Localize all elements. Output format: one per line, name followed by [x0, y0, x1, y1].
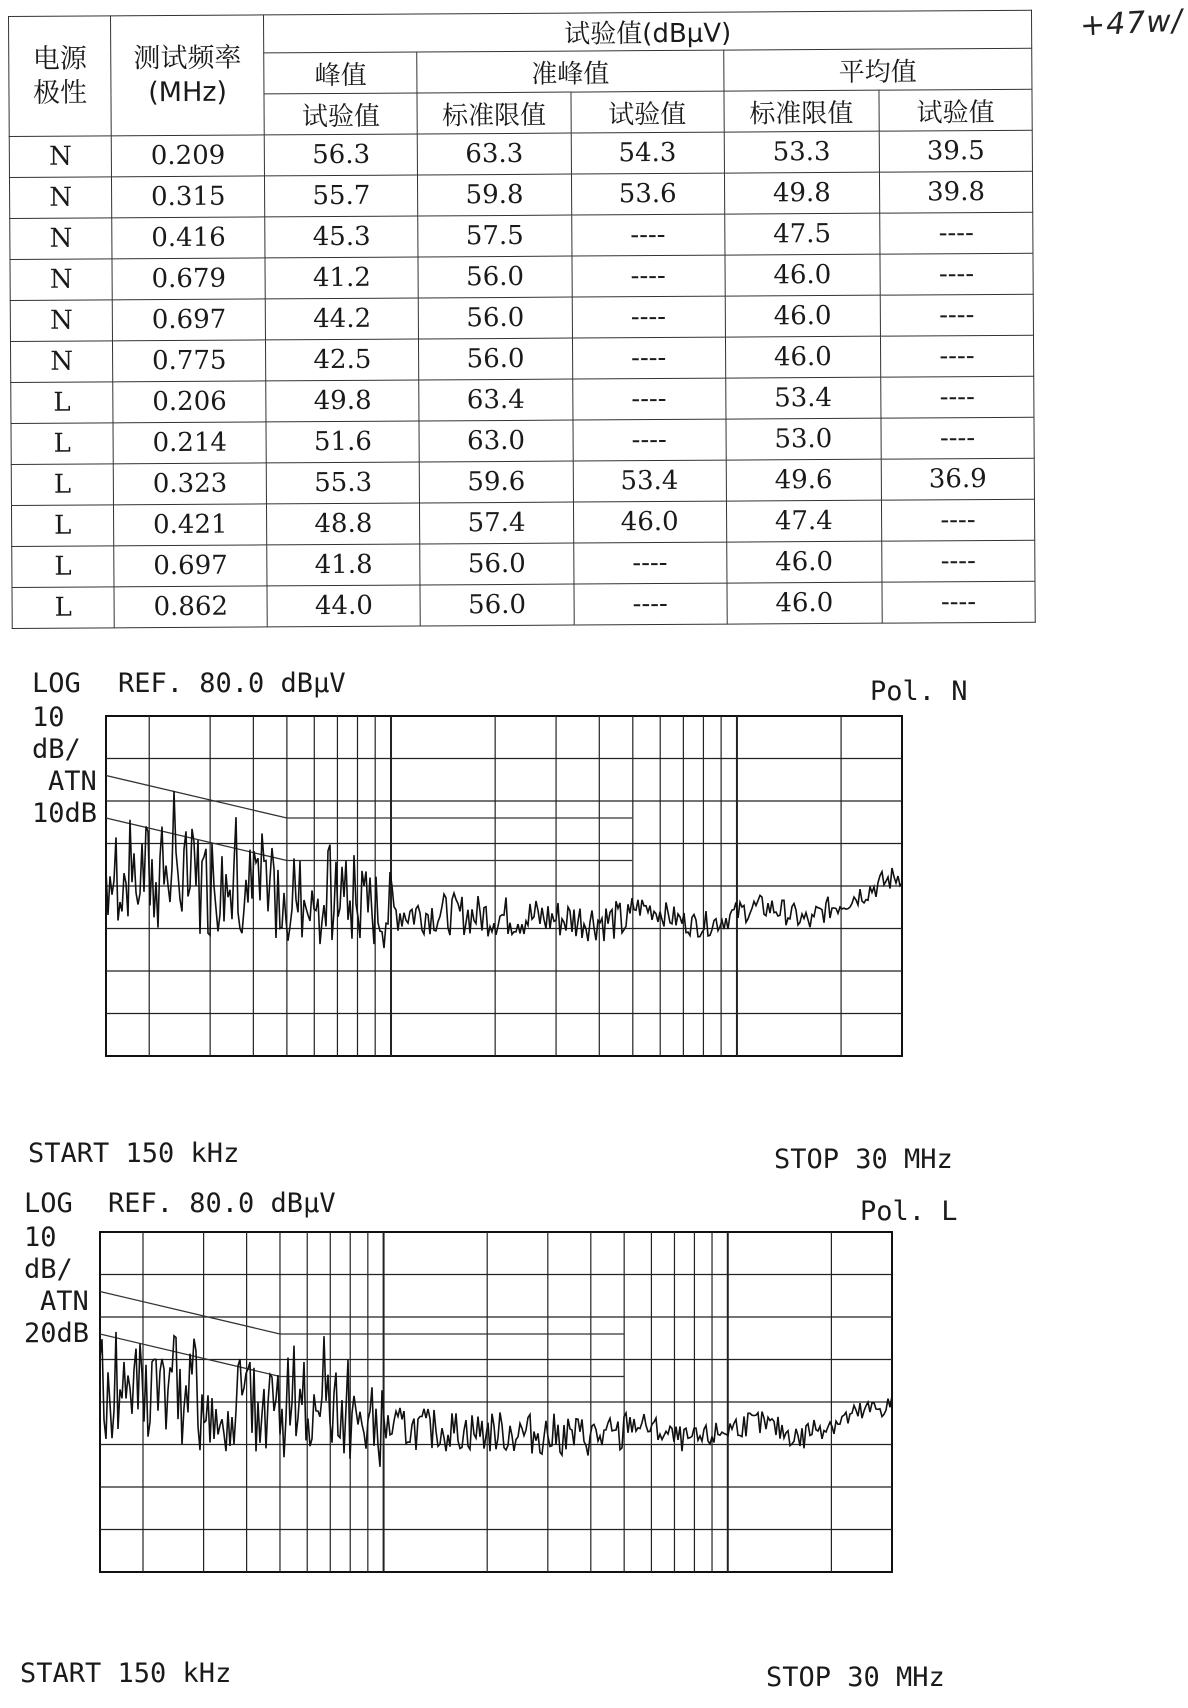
cell-qp-limit: 63.0 [419, 420, 572, 462]
cell-avg: ---- [881, 417, 1034, 459]
header-polarity: 电源 极性 [9, 16, 112, 137]
table-row [12, 540, 1035, 587]
plot-stop-label: STOP 30 MHz [774, 1144, 953, 1175]
spectrum-trace-n [106, 791, 902, 948]
cell-avg: ---- [881, 376, 1034, 418]
table-row [11, 376, 1034, 423]
cell-peak: 48.8 [267, 503, 420, 545]
cell-polarity: L [12, 546, 114, 588]
header-test-value: 试验值(dBμV) [264, 10, 1032, 53]
spectrum-plot-n [0, 668, 1188, 1188]
cell-peak: 44.2 [265, 298, 418, 340]
plot-ref-label: REF. 80.0 dBμV [108, 1188, 336, 1219]
table-row [10, 294, 1033, 341]
header-average: 平均值 [723, 48, 1032, 91]
header-avg-test: 试验值 [879, 89, 1032, 131]
cell-qp: ---- [572, 296, 725, 338]
header-qp-test: 试验值 [570, 91, 723, 133]
cell-frequency: 0.315 [112, 176, 265, 218]
plot-ref-label: REF. 80.0 dBμV [118, 668, 346, 699]
cell-qp: 53.4 [573, 460, 726, 502]
table-row [10, 253, 1033, 300]
cell-avg: ---- [882, 581, 1035, 623]
cell-qp: ---- [572, 419, 725, 461]
cell-polarity: L [12, 587, 114, 629]
cell-avg-limit: 46.0 [727, 582, 882, 624]
cell-frequency: 0.323 [113, 463, 266, 505]
cell-qp-limit: 56.0 [420, 543, 573, 585]
cell-peak: 55.7 [265, 175, 418, 217]
cell-polarity: N [10, 341, 112, 383]
cell-peak: 55.3 [266, 462, 419, 504]
cell-avg: ---- [880, 253, 1033, 295]
table-row [11, 499, 1034, 546]
table-row [11, 417, 1034, 464]
cell-avg: ---- [882, 540, 1035, 582]
cell-qp: ---- [571, 255, 724, 297]
cell-polarity: N [9, 136, 111, 178]
plot-atn-value: 20dB [24, 1318, 90, 1349]
cell-polarity: L [11, 382, 113, 424]
cell-peak: 45.3 [265, 216, 418, 258]
cell-avg-limit: 47.4 [726, 500, 881, 542]
cell-frequency: 0.697 [112, 299, 265, 341]
cell-qp-limit: 63.3 [418, 133, 571, 175]
qp-limit-line [100, 1292, 280, 1335]
cell-qp-limit: 56.0 [420, 584, 573, 626]
plot-polarity-label: Pol. L [860, 1196, 958, 1227]
spectrum-trace-l [100, 1332, 892, 1467]
cell-avg-limit: 46.0 [725, 336, 880, 378]
cell-peak: 41.2 [265, 257, 418, 299]
cell-qp: 53.6 [571, 173, 724, 215]
cell-qp-limit: 63.4 [419, 379, 572, 421]
plot-stop-label: STOP 30 MHz [766, 1662, 945, 1693]
table-row [11, 458, 1034, 505]
cell-frequency: 0.697 [114, 545, 267, 587]
cell-qp: ---- [573, 583, 726, 625]
table-row [9, 171, 1032, 218]
plot-scale-unit: dB/ [32, 734, 81, 765]
table-row [12, 581, 1035, 628]
cell-qp: ---- [572, 337, 725, 379]
emission-table-wrapper [8, 10, 1036, 658]
header-peak-test: 试验值 [264, 93, 417, 135]
cell-frequency: 0.862 [114, 586, 267, 628]
handwritten-note: +47w/ [1079, 3, 1184, 44]
plot-scale-value: 10 [32, 702, 65, 733]
cell-avg-limit: 53.3 [724, 131, 879, 173]
cell-frequency: 0.206 [113, 381, 266, 423]
cell-avg-limit: 46.0 [725, 295, 880, 337]
cell-avg: ---- [880, 335, 1033, 377]
cell-polarity: L [11, 464, 113, 506]
table-row [9, 130, 1032, 177]
cell-frequency: 0.416 [112, 217, 265, 259]
cell-avg-limit: 46.0 [726, 541, 881, 583]
cell-avg-limit: 53.0 [726, 418, 881, 460]
cell-polarity: N [10, 259, 112, 301]
header-avg-limit: 标准限值 [724, 90, 879, 132]
cell-qp-limit: 56.0 [419, 297, 572, 339]
cell-frequency: 0.421 [114, 504, 267, 546]
cell-avg-limit: 49.6 [726, 459, 881, 501]
plot-start-label: START 150 kHz [20, 1658, 232, 1689]
table-body [9, 130, 1035, 628]
cell-avg: ---- [880, 294, 1033, 336]
cell-avg-limit: 47.5 [724, 213, 879, 255]
header-quasi-peak: 准峰值 [417, 50, 724, 93]
plot-atn-label: ATN [40, 1286, 89, 1317]
qp-limit-line [106, 776, 287, 819]
cell-peak: 41.8 [267, 544, 420, 586]
cell-polarity: L [11, 505, 113, 547]
plot-scale-value: 10 [24, 1222, 57, 1253]
cell-qp-limit: 59.6 [420, 461, 573, 503]
spectrum-plot-l [0, 1188, 1188, 1708]
cell-peak: 42.5 [266, 339, 419, 381]
cell-frequency: 0.679 [112, 258, 265, 300]
plot-log-label: LOG [32, 668, 81, 699]
cell-polarity: N [10, 218, 112, 260]
avg-limit-line [106, 818, 287, 861]
cell-qp: 54.3 [571, 132, 724, 174]
cell-qp: ---- [572, 378, 725, 420]
plot-start-label: START 150 kHz [28, 1138, 240, 1169]
cell-qp-limit: 59.8 [418, 174, 571, 216]
cell-qp: ---- [571, 214, 724, 256]
cell-frequency: 0.209 [111, 135, 264, 177]
plot-log-label: LOG [24, 1188, 73, 1219]
cell-frequency: 0.775 [113, 340, 266, 382]
cell-avg: 39.8 [879, 171, 1032, 213]
cell-polarity: N [9, 177, 111, 219]
cell-peak: 56.3 [264, 134, 417, 176]
cell-avg-limit: 53.4 [725, 377, 880, 419]
emission-table [8, 10, 1036, 629]
cell-qp-limit: 57.4 [420, 502, 573, 544]
cell-qp-limit: 57.5 [418, 215, 571, 257]
plot-grid-n [0, 668, 1188, 1188]
cell-avg: 36.9 [881, 458, 1034, 500]
plot-grid-l [0, 1188, 1188, 1708]
cell-qp-limit: 56.0 [418, 256, 571, 298]
header-frequency: 测试频率 (MHz) [111, 15, 265, 136]
cell-qp-limit: 56.0 [419, 338, 572, 380]
cell-peak: 49.8 [266, 380, 419, 422]
cell-avg: 39.5 [879, 130, 1032, 172]
plot-scale-unit: dB/ [24, 1254, 73, 1285]
table-row [10, 335, 1033, 382]
cell-avg-limit: 49.8 [724, 172, 879, 214]
plot-atn-value: 10dB [32, 798, 98, 829]
cell-peak: 51.6 [266, 421, 419, 463]
cell-avg-limit: 46.0 [725, 254, 880, 296]
table-row [10, 212, 1033, 259]
cell-avg: ---- [881, 499, 1034, 541]
cell-frequency: 0.214 [113, 422, 266, 464]
cell-polarity: L [11, 423, 113, 465]
cell-avg: ---- [880, 212, 1033, 254]
cell-polarity: N [10, 300, 112, 342]
cell-qp: 46.0 [573, 501, 726, 543]
header-peak: 峰值 [264, 52, 417, 94]
header-qp-limit: 标准限值 [417, 92, 570, 134]
cell-qp: ---- [573, 542, 726, 584]
plot-polarity-label: Pol. N [870, 676, 968, 707]
plot-atn-label: ATN [48, 766, 97, 797]
cell-peak: 44.0 [267, 585, 420, 627]
